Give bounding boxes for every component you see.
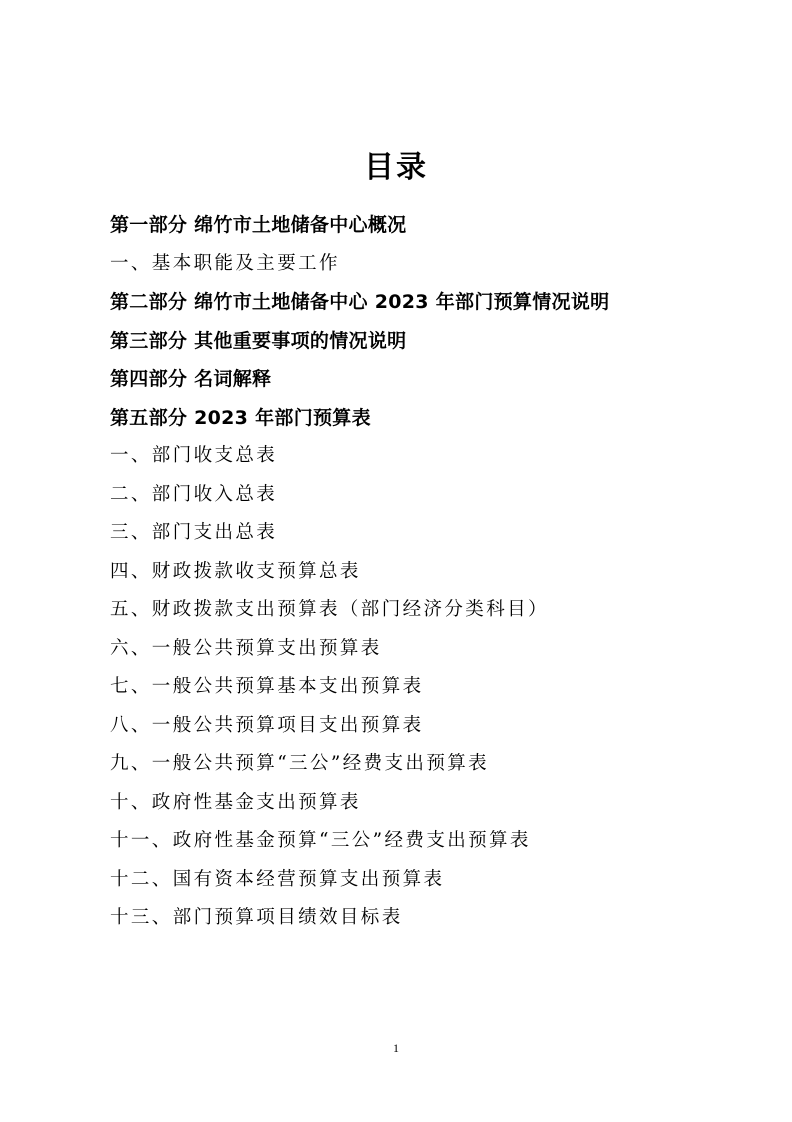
toc-part-heading: 第四部分 名词解释: [110, 368, 272, 390]
toc-sub-item: 八、一般公共预算项目支出预算表: [110, 714, 424, 736]
toc-sub-item: 一、部门收支总表: [110, 445, 278, 466]
toc-sub-item: 五、财政拨款支出预算表（部门经济分类科目）: [110, 599, 549, 620]
toc-sub-item: 九、一般公共预算“三公”经费支出预算表: [110, 753, 490, 774]
toc-part-heading: 第一部分 绵竹市土地储备中心概况: [110, 214, 407, 236]
toc-sub-item: 三、部门支出总表: [110, 522, 278, 543]
page-number: 1: [393, 1041, 399, 1055]
toc-sub-item: 四、财政拨款收支预算总表: [110, 560, 361, 582]
toc-part-heading: 第五部分 2023 年部门预算表: [110, 406, 371, 429]
toc-sub-item: 十三、部门预算项目绩效目标表: [110, 907, 403, 928]
toc-part-heading: 第二部分 绵竹市土地储备中心 2023 年部门预算情况说明: [110, 291, 610, 313]
toc-sub-item: 十二、国有资本经营预算支出预算表: [110, 868, 445, 890]
page-title: 目录: [364, 150, 428, 185]
toc-sub-item: 六、一般公共预算支出预算表: [110, 637, 382, 659]
toc-sub-item: 一、基本职能及主要工作: [110, 252, 340, 274]
toc-sub-item: 十一、政府性基金预算“三公”经费支出预算表: [110, 830, 531, 851]
toc-sub-item: 十、政府性基金支出预算表: [110, 791, 361, 813]
table-of-contents: [110, 206, 730, 938]
toc-sub-item: 二、部门收入总表: [110, 483, 278, 505]
toc-part-heading: 第三部分 其他重要事项的情况说明: [110, 329, 407, 352]
toc-sub-item: 七、一般公共预算基本支出预算表: [110, 676, 424, 697]
